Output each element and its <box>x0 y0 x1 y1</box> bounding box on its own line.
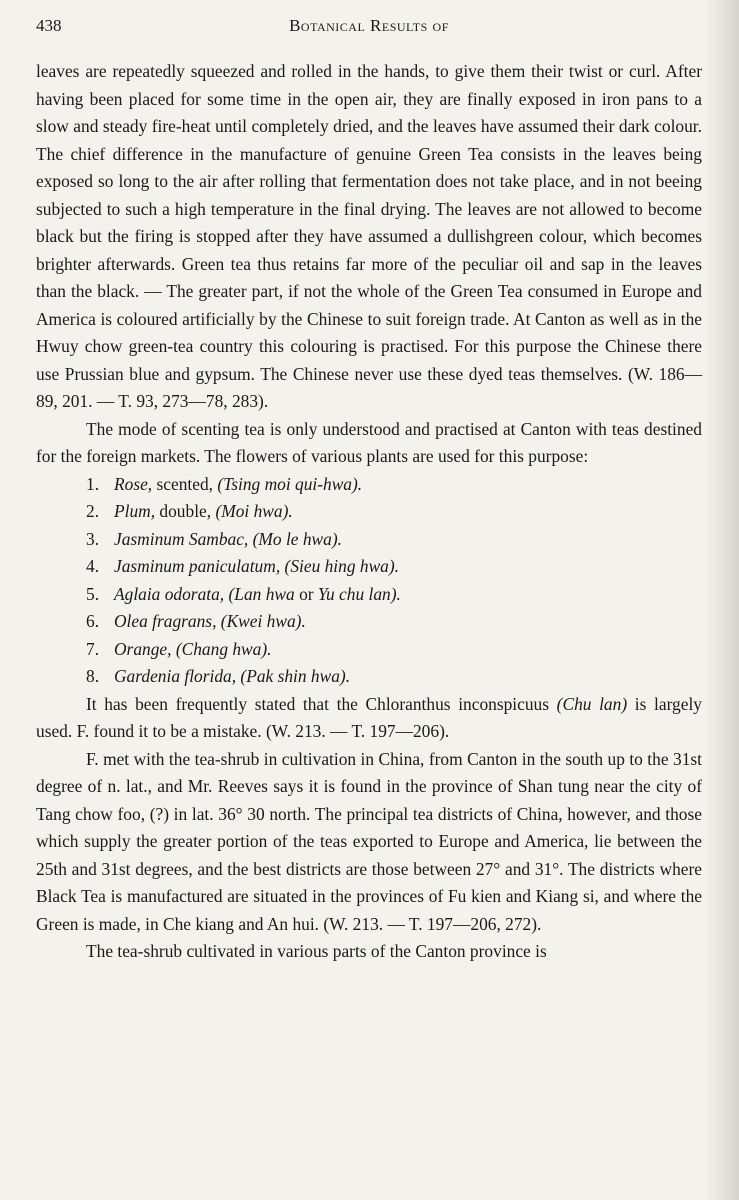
paragraph-canton-province: The tea-shrub cultivated in various parts of the Canton province is <box>86 941 547 961</box>
page-edge-shadow <box>705 0 739 1200</box>
list-item: 8. Gardenia florida, (Pak shin hwa). <box>86 666 351 686</box>
scenting-plants-list <box>36 471 702 691</box>
paragraph-chloranthus: It has been frequently stated that the Chloranthus inconspicuus (Chu lan) is largely used. F. found it to be a mistake. (W. 213. — T. 197—206). <box>36 693 702 741</box>
paragraph-cultivation: F. met with the tea-shrub in cultivation in China, from Canton in the south up to the 31st degree of n. lat., and Mr. Reeves says it is found in the province of Shan tung near the city of Tang chow foo, (?) in lat. 36° 30 north. The principal tea districts of China, however, and those which supply the greater portion of the teas exported to Europe and America, lie between the 25th and 31st degrees, and the best districts are those between 27° and 31°. The districts where Black Tea is manufactured are situated in the provinces of Fu kien and Kiang si, and where the Green is made, in Che kiang and An hui. (W. 213. — T. 197—206, 272). <box>36 748 702 934</box>
list-item: 7. Orange, (Chang hwa). <box>86 638 272 659</box>
paragraph-tea-manufacture: leaves are repeatedly squeezed and rolled in the hands, to give them their twist or curl. After having been placed for some time in the open air, they are finally exposed in iron pans to a slow and steady fire-heat until completely dried, and the leaves have assumed their dark colour. The chief difference in the manufacture of genuine Green Tea consists in the leaves being exposed so long to the air after rolling that fermentation does not take place, and in not beeing subjected to such a high temperature in the final drying. The leaves are not allowed to become black but the firing is stopped after they have assumed a dullishgreen colour, which becomes brighter afterwards. Green tea thus retains far more of the peculiar oil and sap in the leaves than the black. — The greater part, if not the whole of the Green Tea consumed in Europe and America is coloured artificially by the Chinese to suit foreign trade. At Canton as well as in the Hwuy chow green-tea country this colouring is practised. For this purpose the Chinese there use Prussian blue and gypsum. The Chinese never use these dyed teas themselves. (W. 186—89, 201. — T. 93, 273—78, 283). <box>36 61 702 411</box>
list-item: 2. Plum, double, (Moi hwa). <box>86 501 293 521</box>
list-item: 3. Jasminum Sambac, (Mo le hwa). <box>86 528 342 549</box>
body-text <box>36 58 702 966</box>
list-item: 5. Aglaia odorata, (Lan hwa or Yu chu lan). <box>86 583 401 604</box>
page-number: 438 <box>36 16 62 35</box>
paragraph-scenting: The mode of scenting tea is only understood and practised at Canton with teas destined for the foreign markets. The flowers of various plants are used for this purpose: <box>36 418 702 466</box>
page-header <box>36 16 702 40</box>
list-item: 6. Olea fragrans, (Kwei hwa). <box>86 611 306 631</box>
running-head: Botanical Results of <box>289 16 449 35</box>
list-item: 1. Rose, scented, (Tsing moi qui-hwa). <box>86 473 363 494</box>
list-item: 4. Jasminum paniculatum, (Sieu hing hwa). <box>86 556 400 576</box>
